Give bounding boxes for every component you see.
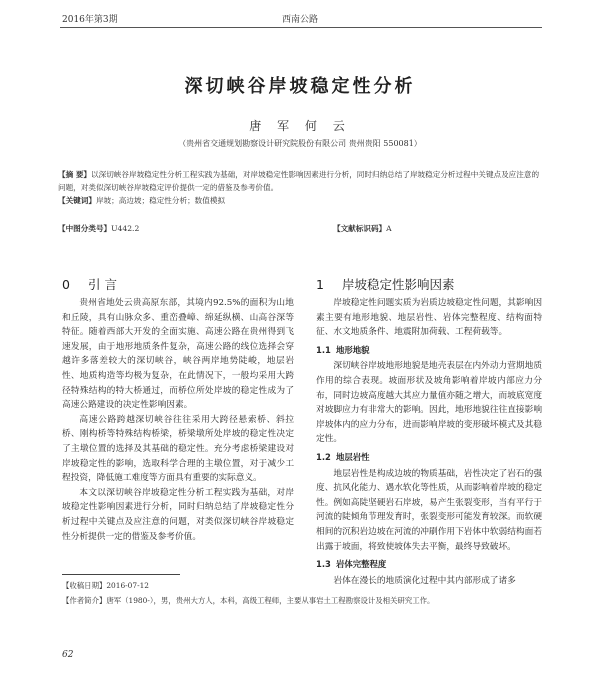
section-1-body [316, 296, 542, 588]
running-head-journal: 西南公路 [282, 15, 319, 25]
section-0-body [62, 296, 294, 544]
doc-code-label: 【文献标识码】 [333, 224, 387, 233]
running-head-issue: 2016年第3期 [62, 15, 118, 25]
abstract-text: 以深切峡谷岸坡稳定性分析工程实践为基础，对岸坡稳定性影响因素进行分析，同时归纳总结了岸坡稳定分析过程中关键点及应注意的问题，对类似深切峡谷岸坡稳定评价提供一定的借鉴及参考价值。 [58, 170, 540, 192]
footnote-author [62, 595, 542, 606]
subsection-1-1-text: 深切峡谷岸坡地形地貌是地壳表层在内外动力营期地质作用的综合表现。坡面形状及坡角影响着岸坡内部应力分布，同时边坡高度越大其应力量值亦随之增大，而坡底宽度对坡脚应力有非常大的影响。因此，地形地貌往往直接影响岸坡体内的应力分布，进而影响岸坡的变形破坏模式及其稳定性。 [316, 361, 542, 445]
doc-code-value: A [386, 224, 392, 233]
section-0-number: 0 [62, 277, 70, 292]
section-1-heading [316, 275, 455, 293]
clc-code [58, 223, 139, 234]
subsection-1-3-heading [316, 557, 542, 572]
classification-row [58, 223, 544, 236]
footnote-received [62, 580, 542, 591]
section-1-number: 1 [316, 277, 324, 292]
subsection-1-2-title: 地层岩性 [336, 451, 370, 462]
abstract [58, 168, 544, 194]
page-number: 62 [62, 650, 74, 660]
keywords-label: 【关键词】 [58, 196, 96, 205]
paper-title: 深切峡谷岸坡稳定性分析 [184, 76, 416, 97]
subsection-1-1-heading [316, 343, 542, 358]
subsection-1-1-number: 1.1 [316, 344, 331, 355]
document-code [333, 223, 392, 234]
section-1-intro: 岸坡稳定性问题实质为岩质边坡稳定性问题，其影响因素主要有地形地貌、地层岩性、岩体完整程度、结构面特征、水文地质条件、地震附加荷载、工程荷载等。 [316, 298, 542, 338]
section-0-title: 引 言 [88, 277, 117, 292]
subsection-1-3-title: 岩体完整程度 [336, 559, 387, 570]
subsection-1-2-number: 1.2 [316, 451, 331, 462]
section-0-heading [62, 275, 117, 293]
header-rule [60, 27, 542, 28]
intro-paragraph-1: 贵州省地处云贵高原东部，其境内92.5%的面积为山地和丘陵，具有山脉众多、重峦叠嶂、绵延纵横、山高谷深等特征。随着西部大开发的全面实施、高速公路在贵州得到飞速发展，由于地形地质条件复杂，高速公路的线位选择会穿越许多落差较大的深切峡谷，峡谷两岸地势陡峻，地层岩性、地质构造等均极为复杂，在此情况下，一般均采用大跨径特殊结构的特大桥通过，而桥位所处岸坡的稳定性成为了高速公路建设的决定性影响因素。 [62, 298, 294, 411]
clc-value: U442.2 [111, 224, 140, 233]
keywords-text: 岸坡；高边坡；稳定性分析；数值模拟 [95, 196, 226, 205]
subsection-1-3-number: 1.3 [316, 559, 331, 570]
author-bio-text: 唐军（1980-），男，贵州大方人，本科，高级工程师，主要从事岩土工程勘察设计及相关研究工作。 [106, 596, 435, 605]
subsection-1-2-heading [316, 450, 542, 465]
subsection-1-2-text: 地层岩性是构成边坡的物质基础，岩性决定了岩石的强度、抗风化能力、遇水软化等性质，从而影响着岸坡的稳定性。例如高陡坚硬岩石岸坡，易产生张裂变形，当有平行于河流的陡倾角节理发育时，张裂变形可能发育较深。而软硬相间的沉积岩边坡在河流的冲刷作用下岩体中软弱结构面若出露于坡面，将致使坡体失去平衡，最终导致破坏。 [316, 468, 542, 552]
section-1-title: 岸坡稳定性影响因素 [342, 277, 455, 292]
subsection-1-3-text: 岩体在漫长的地质演化过程中其内部形成了诸多 [333, 575, 516, 586]
clc-label: 【中图分类号】 [58, 224, 112, 233]
intro-paragraph-2: 高速公路跨越深切峡谷往往采用大跨径悬索桥、斜拉桥、刚构桥等特殊结构桥梁，桥梁墩所处岸坡的稳定性决定了主墩位置的选择及其基础的稳定性。充分考虑桥梁建设对岸坡稳定性的影响，选取科学合理的主墩位置，对于减少工程投资，降低施工难度等方面具有重要的实际意义。 [62, 414, 294, 484]
abstract-label: 【摘 要】 [58, 170, 92, 179]
keywords [58, 194, 544, 207]
author-names: 唐 军 何 云 [249, 119, 351, 133]
intro-paragraph-3: 本文以深切峡谷岸坡稳定性分析工程实践为基础，对岸坡稳定性影响因素进行分析，同时归纳总结了岸坡稳定性分析过程中关键点及应注意的问题，对类似深切峡谷岸坡稳定性分析提供一定的借鉴及参考价值。 [62, 487, 294, 542]
subsection-1-1-title: 地形地貌 [336, 344, 370, 355]
author-affiliation: （贵州省交通规划勘察设计研究院股份有限公司 贵州贵阳 550081） [178, 139, 422, 148]
footnote-rule [62, 574, 180, 575]
abstract-block [58, 168, 544, 207]
author-bio-label: 【作者简介】 [62, 596, 107, 605]
received-label: 【收稿日期】 [62, 581, 107, 590]
received-date: 2016-07-12 [106, 581, 149, 590]
